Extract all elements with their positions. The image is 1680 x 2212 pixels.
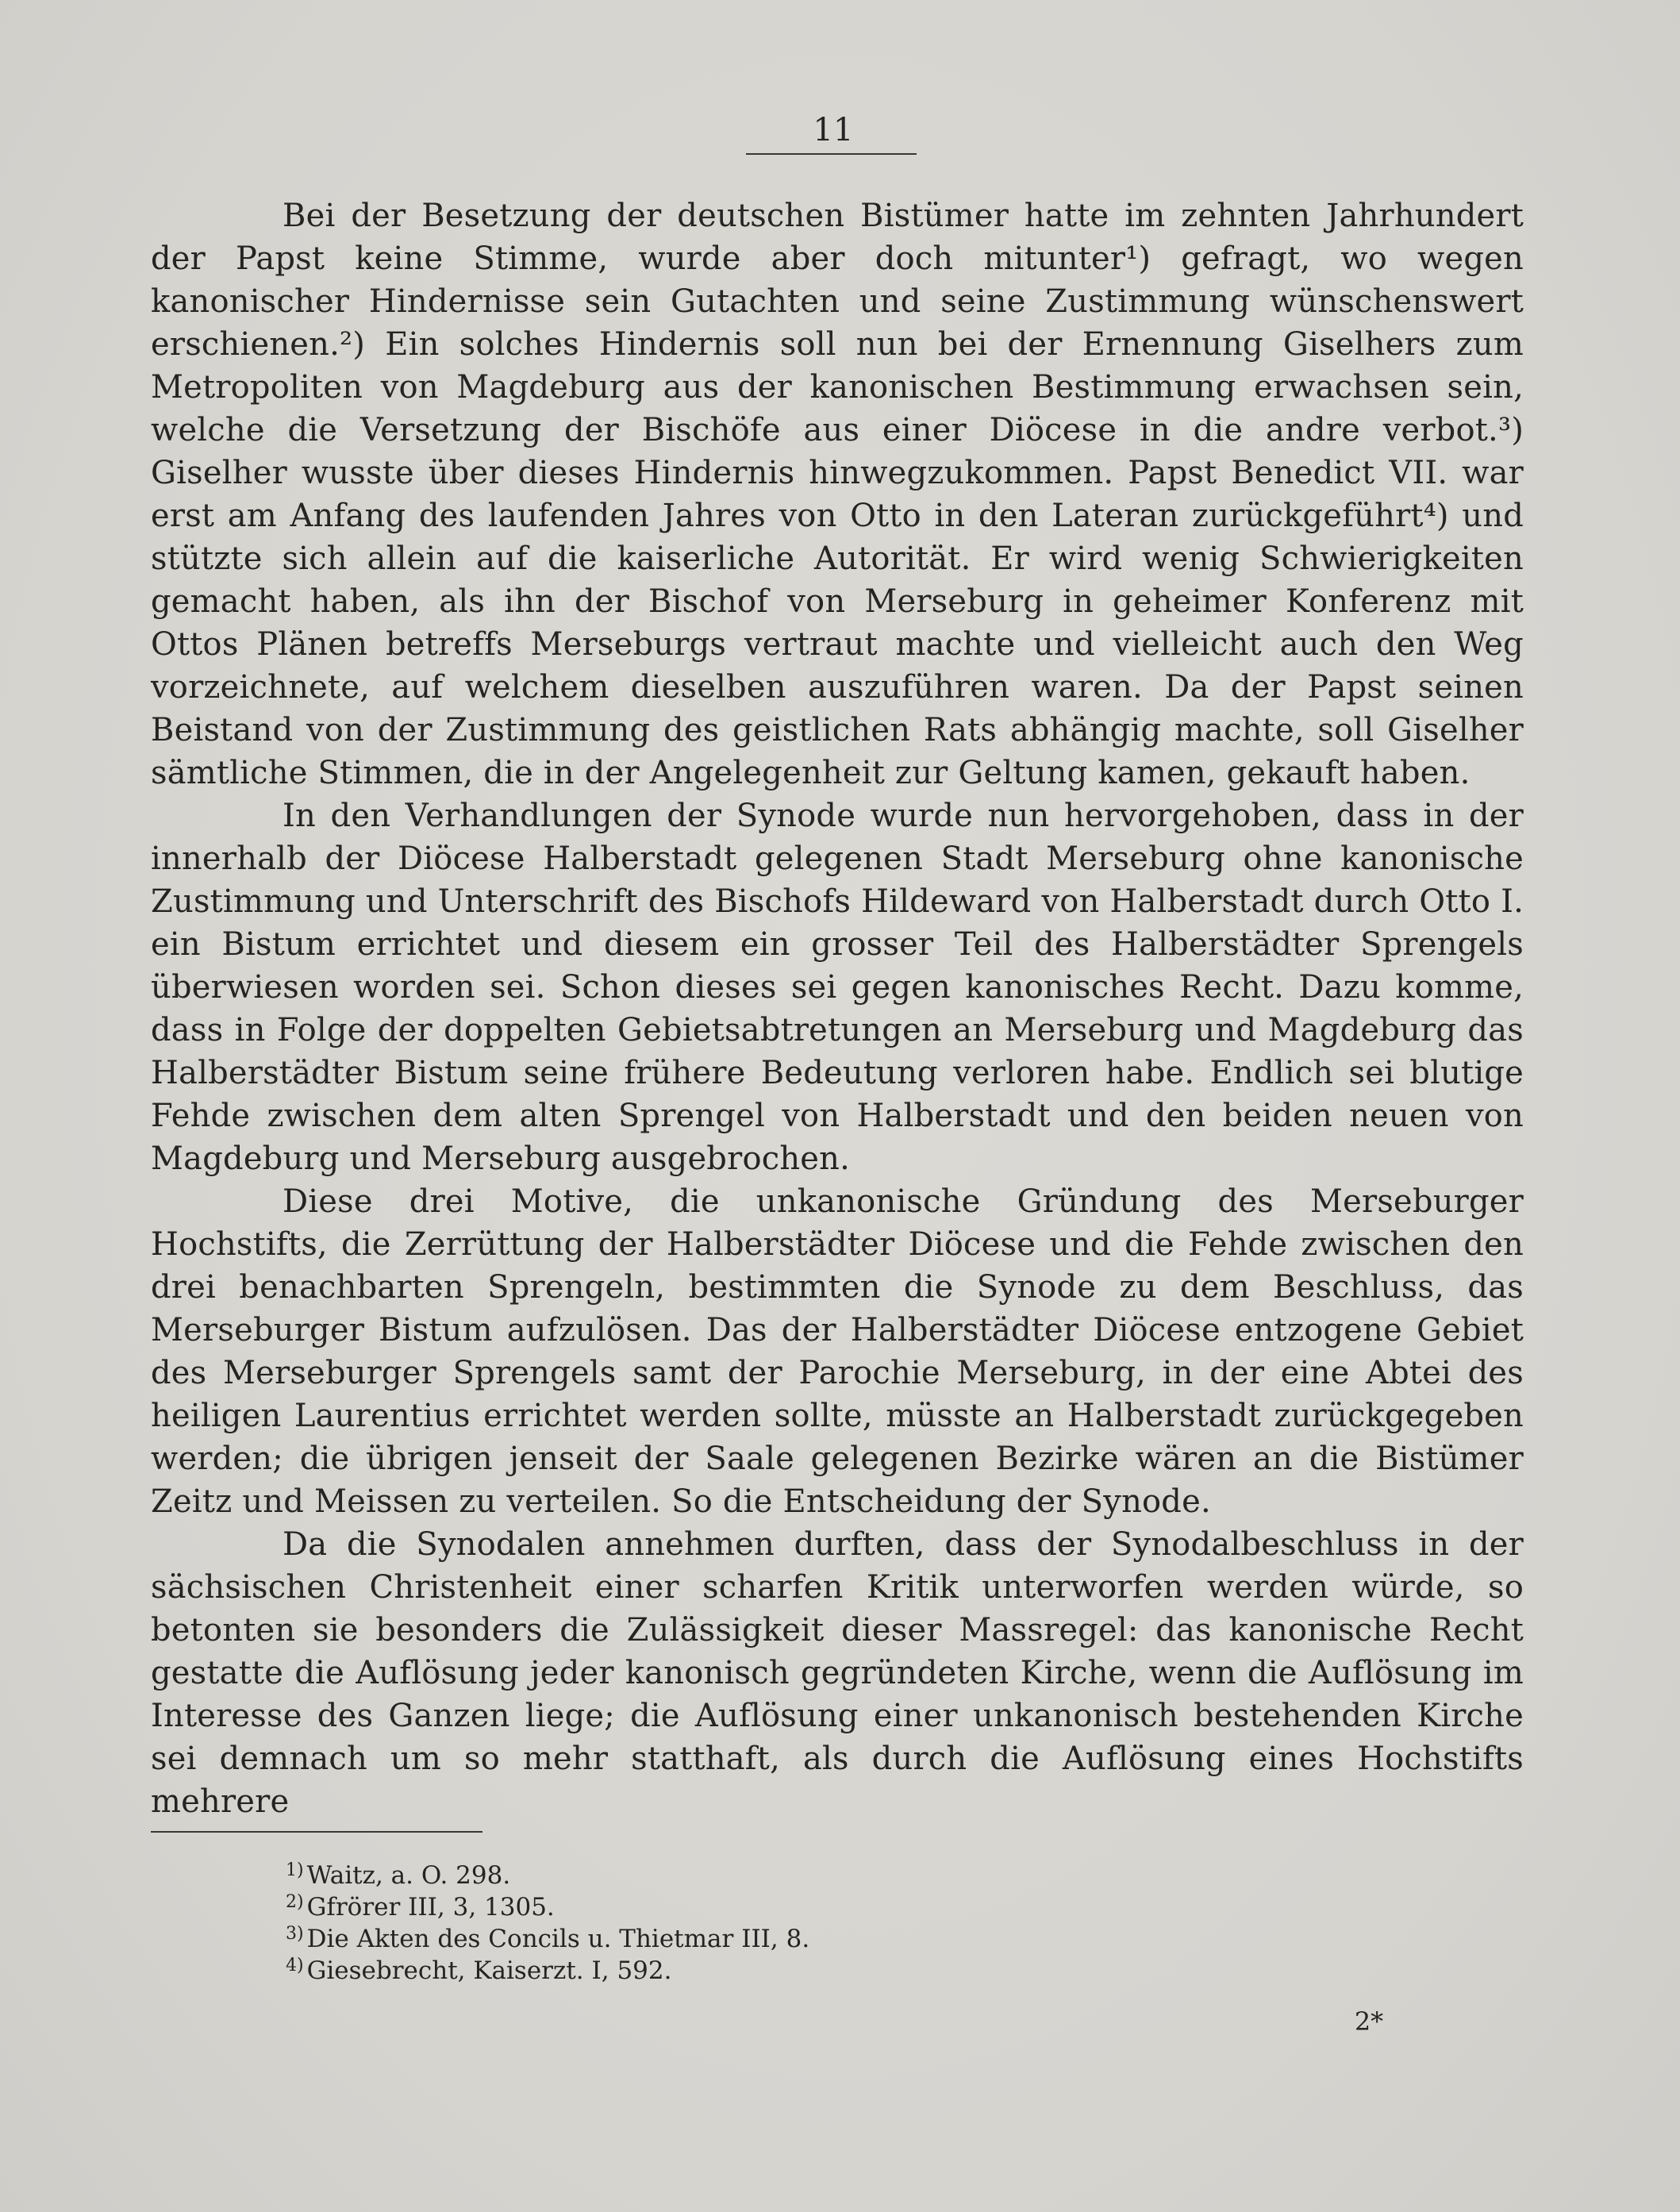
footnote-text: Gfrörer III, 3, 1305. — [306, 1893, 555, 1922]
body-text — [151, 194, 1524, 1823]
footnotes — [286, 1857, 1000, 1984]
paragraph-4: Da die Synodalen annehmen durften, dass der Synodalbeschluss in der sächsischen Christenheit einer scharfen Kritik unterworfen werden würde, so betonten sie besonders die Zulässigkeit dieser Massregel: das kanonische Recht gestatte die Auflösung jeder kanonisch gegründeten Kirche, wenn die Auflösung im Interesse des Ganzen liege; die Auflösung einer unkanonisch bestehenden Kirche sei demnach um so mehr statthaft, als durch die Auflösung eines Hochstifts mehrere — [151, 1526, 1524, 1820]
footnote-mark: 2) — [286, 1892, 304, 1912]
footnote-2 — [286, 1889, 1000, 1921]
paragraph-1: Bei der Besetzung der deutschen Bistümer hatte im zehnten Jahrhundert der Papst keine Stimme, wurde aber doch mitunter¹) gefragt, wo wegen kanonischer Hindernisse sein Gutachten und seine Zustimmung wünschenswert erschienen.²) Ein solches Hindernis soll nun bei der Ernennung Giselhers zum Metropoliten von Magdeburg aus der kanonischen Bestimmung erwachsen sein, welche die Versetzung der Bischöfe aus einer Diöcese in die andre verbot.³) Giselher wusste über dieses Hindernis hinwegzukommen. Papst Benedict VII. war erst am Anfang des laufenden Jahres von Otto in den Lateran zurückgeführt⁴) und stützte sich allein auf die kaiserliche Autorität. Er wird wenig Schwierigkeiten gemacht haben, als ihn der Bischof von Merseburg in geheimer Konferenz mit Ottos Plänen betreffs Merseburgs vertraut machte und vielleicht auch den Weg vorzeichnete, auf welchem dieselben auszuführen waren. Da der Papst seinen Beistand von der Zustimmung des geistlichen Rats abhängig machte, soll Giselher sämtliche Stimmen, die in der Angelegenheit zur Geltung kamen, gekauft haben. — [151, 198, 1524, 791]
footnote-mark: 1) — [286, 1860, 304, 1880]
paragraph-2: In den Verhandlungen der Synode wurde nun hervorgehoben, dass in der innerhalb der Diöcese Halberstadt gelegenen Stadt Merseburg ohne kanonische Zustimmung und Unterschrift des Bischofs Hildeward von Halberstadt durch Otto I. ein Bistum errichtet und diesem ein grosser Teil des Halberstädter Sprengels überwiesen worden sei. Schon dieses sei gegen kanonisches Recht. Dazu komme, dass in Folge der doppelten Gebietsabtretungen an Merseburg und Magdeburg das Halberstädter Bistum seine frühere Bedeutung verloren habe. Endlich sei blutige Fehde zwischen dem alten Sprengel von Halberstadt und den beiden neuen von Magdeburg und Merseburg ausgebrochen. — [151, 798, 1524, 1177]
signature-mark: 2* — [1354, 2006, 1384, 2037]
footnote-mark: 3) — [286, 1924, 304, 1944]
page-number-rule — [746, 153, 917, 155]
footnote-rule — [151, 1831, 482, 1833]
footnote-text: Waitz, a. O. 298. — [306, 1861, 511, 1890]
footnote-text: Giesebrecht, Kaiserzt. I, 592. — [306, 1956, 672, 1985]
footnote-3 — [286, 1921, 1000, 1952]
footnote-text: Die Akten des Concils u. Thietmar III, 8. — [306, 1925, 810, 1953]
paragraph-3: Diese drei Motive, die unkanonische Gründung des Merseburger Hochstifts, die Zerrüttung der Halberstädter Diöcese und die Fehde zwischen den drei benachbarten Sprengeln, bestimmten die Synode zu dem Beschluss, das Merseburger Bistum aufzulösen. Das der Halberstädter Diöcese entzogene Gebiet des Merseburger Sprengels samt der Parochie Merseburg, in der eine Abtei des heiligen Laurentius errichtet werden sollte, müsste an Halberstadt zurückgegeben werden; die übrigen jenseit der Saale gelegenen Bezirke wären an die Bistümer Zeitz und Meissen zu verteilen. So die Entscheidung der Synode. — [151, 1183, 1524, 1520]
footnote-mark: 4) — [286, 1956, 304, 1975]
footnote-4 — [286, 1952, 1000, 1984]
footnote-1 — [286, 1857, 1000, 1889]
page-number: 11 — [813, 112, 854, 148]
